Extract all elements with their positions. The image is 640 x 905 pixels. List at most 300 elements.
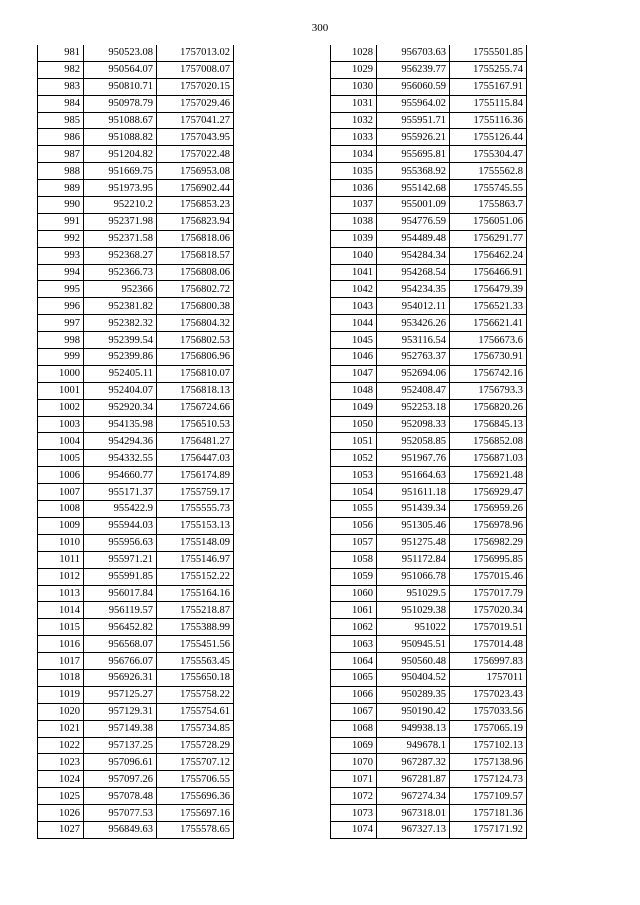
point-number-cell: 1048 xyxy=(331,382,377,399)
table-row xyxy=(38,61,234,78)
point-number-cell: 1003 xyxy=(38,416,84,433)
y-coordinate-cell: 1755578.65 xyxy=(157,821,234,838)
x-coordinate-cell: 951066.78 xyxy=(377,568,450,585)
table-row xyxy=(38,163,234,180)
point-number-cell: 1023 xyxy=(38,754,84,771)
y-coordinate-cell: 1755754.61 xyxy=(157,703,234,720)
point-number-cell: 1008 xyxy=(38,501,84,518)
x-coordinate-cell: 952381.82 xyxy=(84,298,157,315)
x-coordinate-cell: 967318.01 xyxy=(377,805,450,822)
point-number-cell: 984 xyxy=(38,95,84,112)
x-coordinate-cell: 954294.36 xyxy=(84,433,157,450)
table-row xyxy=(331,484,527,501)
point-number-cell: 1073 xyxy=(331,805,377,822)
point-number-cell: 1053 xyxy=(331,467,377,484)
table-row xyxy=(331,112,527,129)
y-coordinate-cell: 1755164.16 xyxy=(157,585,234,602)
y-coordinate-cell: 1755555.73 xyxy=(157,501,234,518)
y-coordinate-cell: 1755218.87 xyxy=(157,602,234,619)
point-number-cell: 1032 xyxy=(331,112,377,129)
table-row xyxy=(331,146,527,163)
table-row xyxy=(38,585,234,602)
point-number-cell: 1072 xyxy=(331,788,377,805)
coordinates-table-left xyxy=(37,45,234,839)
table-row xyxy=(38,551,234,568)
x-coordinate-cell: 952371.98 xyxy=(84,213,157,230)
point-number-cell: 1018 xyxy=(38,669,84,686)
x-coordinate-cell: 957097.26 xyxy=(84,771,157,788)
table-row xyxy=(38,45,234,61)
point-number-cell: 1027 xyxy=(38,821,84,838)
x-coordinate-cell: 953426.26 xyxy=(377,315,450,332)
x-coordinate-cell: 949678.1 xyxy=(377,737,450,754)
table-row xyxy=(38,669,234,686)
table-row xyxy=(331,416,527,433)
x-coordinate-cell: 955422.9 xyxy=(84,501,157,518)
y-coordinate-cell: 1755116.36 xyxy=(450,112,527,129)
x-coordinate-cell: 951022 xyxy=(377,619,450,636)
table-row xyxy=(38,467,234,484)
y-coordinate-cell: 1757013.02 xyxy=(157,45,234,61)
point-number-cell: 1062 xyxy=(331,619,377,636)
x-coordinate-cell: 956119.57 xyxy=(84,602,157,619)
point-number-cell: 1067 xyxy=(331,703,377,720)
x-coordinate-cell: 952408.47 xyxy=(377,382,450,399)
table-row xyxy=(38,281,234,298)
y-coordinate-cell: 1755388.99 xyxy=(157,619,234,636)
x-coordinate-cell: 950564.07 xyxy=(84,61,157,78)
point-number-cell: 988 xyxy=(38,163,84,180)
table-row xyxy=(331,551,527,568)
y-coordinate-cell: 1755152.22 xyxy=(157,568,234,585)
table-row xyxy=(331,568,527,585)
x-coordinate-cell: 955971.21 xyxy=(84,551,157,568)
y-coordinate-cell: 1756982.29 xyxy=(450,534,527,551)
y-coordinate-cell: 1756929.47 xyxy=(450,484,527,501)
x-coordinate-cell: 954234.35 xyxy=(377,281,450,298)
table-row xyxy=(331,805,527,822)
x-coordinate-cell: 951029.5 xyxy=(377,585,450,602)
point-number-cell: 1010 xyxy=(38,534,84,551)
y-coordinate-cell: 1755696.36 xyxy=(157,788,234,805)
y-coordinate-cell: 1755697.16 xyxy=(157,805,234,822)
y-coordinate-cell: 1755146.97 xyxy=(157,551,234,568)
y-coordinate-cell: 1755153.13 xyxy=(157,517,234,534)
x-coordinate-cell: 955926.21 xyxy=(377,129,450,146)
y-coordinate-cell: 1756810.07 xyxy=(157,365,234,382)
table-row xyxy=(331,653,527,670)
x-coordinate-cell: 955171.37 xyxy=(84,484,157,501)
x-coordinate-cell: 955368.92 xyxy=(377,163,450,180)
y-coordinate-cell: 1756479.39 xyxy=(450,281,527,298)
y-coordinate-cell: 1756742.16 xyxy=(450,365,527,382)
x-coordinate-cell: 955001.09 xyxy=(377,197,450,214)
table-row xyxy=(38,95,234,112)
point-number-cell: 1016 xyxy=(38,636,84,653)
table-row xyxy=(331,771,527,788)
table-row xyxy=(38,636,234,653)
table-row xyxy=(331,230,527,247)
table-row xyxy=(331,517,527,534)
table-row xyxy=(331,332,527,349)
table-row xyxy=(38,146,234,163)
y-coordinate-cell: 1756521.33 xyxy=(450,298,527,315)
point-number-cell: 997 xyxy=(38,315,84,332)
point-number-cell: 1020 xyxy=(38,703,84,720)
table-row xyxy=(331,821,527,838)
x-coordinate-cell: 956017.84 xyxy=(84,585,157,602)
table-row xyxy=(331,180,527,197)
table-row xyxy=(38,298,234,315)
x-coordinate-cell: 951973.95 xyxy=(84,180,157,197)
x-coordinate-cell: 952371.58 xyxy=(84,230,157,247)
point-number-cell: 1004 xyxy=(38,433,84,450)
y-coordinate-cell: 1756800.38 xyxy=(157,298,234,315)
point-number-cell: 1070 xyxy=(331,754,377,771)
point-number-cell: 1002 xyxy=(38,399,84,416)
y-coordinate-cell: 1756802.53 xyxy=(157,332,234,349)
point-number-cell: 1055 xyxy=(331,501,377,518)
y-coordinate-cell: 1755650.18 xyxy=(157,669,234,686)
x-coordinate-cell: 950945.51 xyxy=(377,636,450,653)
x-coordinate-cell: 967327.13 xyxy=(377,821,450,838)
y-coordinate-cell: 1756845.13 xyxy=(450,416,527,433)
x-coordinate-cell: 952399.86 xyxy=(84,349,157,366)
y-coordinate-cell: 1756852.08 xyxy=(450,433,527,450)
point-number-cell: 1025 xyxy=(38,788,84,805)
y-coordinate-cell: 1757043.95 xyxy=(157,129,234,146)
y-coordinate-cell: 1756802.72 xyxy=(157,281,234,298)
point-number-cell: 986 xyxy=(38,129,84,146)
table-row xyxy=(331,602,527,619)
table-row xyxy=(331,501,527,518)
table-row xyxy=(331,349,527,366)
x-coordinate-cell: 954332.55 xyxy=(84,450,157,467)
table-row xyxy=(331,45,527,61)
point-number-cell: 1009 xyxy=(38,517,84,534)
x-coordinate-cell: 956703.63 xyxy=(377,45,450,61)
point-number-cell: 992 xyxy=(38,230,84,247)
point-number-cell: 990 xyxy=(38,197,84,214)
point-number-cell: 994 xyxy=(38,264,84,281)
table-row xyxy=(38,501,234,518)
table-row xyxy=(331,247,527,264)
x-coordinate-cell: 955695.81 xyxy=(377,146,450,163)
x-coordinate-cell: 967274.34 xyxy=(377,788,450,805)
point-number-cell: 1039 xyxy=(331,230,377,247)
y-coordinate-cell: 1756724.66 xyxy=(157,399,234,416)
y-coordinate-cell: 1757008.07 xyxy=(157,61,234,78)
table-row xyxy=(331,467,527,484)
x-coordinate-cell: 952366 xyxy=(84,281,157,298)
point-number-cell: 1013 xyxy=(38,585,84,602)
point-number-cell: 1059 xyxy=(331,568,377,585)
y-coordinate-cell: 1755759.17 xyxy=(157,484,234,501)
x-coordinate-cell: 957137.25 xyxy=(84,737,157,754)
x-coordinate-cell: 956766.07 xyxy=(84,653,157,670)
x-coordinate-cell: 955956.63 xyxy=(84,534,157,551)
table-row xyxy=(38,264,234,281)
x-coordinate-cell: 950523.08 xyxy=(84,45,157,61)
y-coordinate-cell: 1756959.26 xyxy=(450,501,527,518)
x-coordinate-cell: 952399.54 xyxy=(84,332,157,349)
y-coordinate-cell: 1755707.12 xyxy=(157,754,234,771)
y-coordinate-cell: 1756466.91 xyxy=(450,264,527,281)
point-number-cell: 1011 xyxy=(38,551,84,568)
table-row xyxy=(38,365,234,382)
y-coordinate-cell: 1757020.34 xyxy=(450,602,527,619)
y-coordinate-cell: 1756510.53 xyxy=(157,416,234,433)
y-coordinate-cell: 1756995.85 xyxy=(450,551,527,568)
x-coordinate-cell: 952763.37 xyxy=(377,349,450,366)
x-coordinate-cell: 951204.82 xyxy=(84,146,157,163)
point-number-cell: 1058 xyxy=(331,551,377,568)
table-row xyxy=(331,382,527,399)
table-row xyxy=(38,129,234,146)
x-coordinate-cell: 952382.32 xyxy=(84,315,157,332)
x-coordinate-cell: 952098.33 xyxy=(377,416,450,433)
point-number-cell: 1001 xyxy=(38,382,84,399)
point-number-cell: 982 xyxy=(38,61,84,78)
table-row xyxy=(38,382,234,399)
point-number-cell: 1071 xyxy=(331,771,377,788)
y-coordinate-cell: 1757023.43 xyxy=(450,686,527,703)
x-coordinate-cell: 955964.02 xyxy=(377,95,450,112)
point-number-cell: 1052 xyxy=(331,450,377,467)
x-coordinate-cell: 952405.11 xyxy=(84,365,157,382)
point-number-cell: 998 xyxy=(38,332,84,349)
x-coordinate-cell: 954268.54 xyxy=(377,264,450,281)
table-row xyxy=(38,416,234,433)
point-number-cell: 1034 xyxy=(331,146,377,163)
y-coordinate-cell: 1756818.06 xyxy=(157,230,234,247)
y-coordinate-cell: 1755255.74 xyxy=(450,61,527,78)
x-coordinate-cell: 951305.46 xyxy=(377,517,450,534)
point-number-cell: 1007 xyxy=(38,484,84,501)
y-coordinate-cell: 1756481.27 xyxy=(157,433,234,450)
y-coordinate-cell: 1755745.55 xyxy=(450,180,527,197)
table-row xyxy=(38,754,234,771)
table-row xyxy=(331,585,527,602)
y-coordinate-cell: 1755115.84 xyxy=(450,95,527,112)
x-coordinate-cell: 956926.31 xyxy=(84,669,157,686)
y-coordinate-cell: 1755734.85 xyxy=(157,720,234,737)
y-coordinate-cell: 1755728.29 xyxy=(157,737,234,754)
x-coordinate-cell: 949938.13 xyxy=(377,720,450,737)
y-coordinate-cell: 1755304.47 xyxy=(450,146,527,163)
point-number-cell: 1006 xyxy=(38,467,84,484)
point-number-cell: 1028 xyxy=(331,45,377,61)
point-number-cell: 999 xyxy=(38,349,84,366)
table-row xyxy=(38,720,234,737)
y-coordinate-cell: 1756997.83 xyxy=(450,653,527,670)
table-row xyxy=(38,788,234,805)
x-coordinate-cell: 967287.32 xyxy=(377,754,450,771)
table-row xyxy=(331,669,527,686)
y-coordinate-cell: 1757019.51 xyxy=(450,619,527,636)
x-coordinate-cell: 952920.34 xyxy=(84,399,157,416)
y-coordinate-cell: 1757022.48 xyxy=(157,146,234,163)
x-coordinate-cell: 956239.77 xyxy=(377,61,450,78)
point-number-cell: 1043 xyxy=(331,298,377,315)
point-number-cell: 1036 xyxy=(331,180,377,197)
y-coordinate-cell: 1757109.57 xyxy=(450,788,527,805)
x-coordinate-cell: 951669.75 xyxy=(84,163,157,180)
point-number-cell: 1042 xyxy=(331,281,377,298)
y-coordinate-cell: 1755167.91 xyxy=(450,78,527,95)
point-number-cell: 1026 xyxy=(38,805,84,822)
x-coordinate-cell: 951967.76 xyxy=(377,450,450,467)
table-row xyxy=(38,737,234,754)
y-coordinate-cell: 1757014.48 xyxy=(450,636,527,653)
point-number-cell: 993 xyxy=(38,247,84,264)
table-row xyxy=(331,433,527,450)
table-row xyxy=(38,653,234,670)
x-coordinate-cell: 954284.34 xyxy=(377,247,450,264)
table-row xyxy=(38,703,234,720)
point-number-cell: 1064 xyxy=(331,653,377,670)
point-number-cell: 1068 xyxy=(331,720,377,737)
point-number-cell: 1060 xyxy=(331,585,377,602)
table-row xyxy=(38,805,234,822)
x-coordinate-cell: 956060.59 xyxy=(377,78,450,95)
table-row xyxy=(331,197,527,214)
y-coordinate-cell: 1756808.06 xyxy=(157,264,234,281)
point-number-cell: 1044 xyxy=(331,315,377,332)
point-number-cell: 1054 xyxy=(331,484,377,501)
x-coordinate-cell: 951439.34 xyxy=(377,501,450,518)
y-coordinate-cell: 1757015.46 xyxy=(450,568,527,585)
y-coordinate-cell: 1757181.36 xyxy=(450,805,527,822)
table-row xyxy=(331,703,527,720)
point-number-cell: 1040 xyxy=(331,247,377,264)
table-row xyxy=(331,636,527,653)
table-row xyxy=(331,686,527,703)
point-number-cell: 1056 xyxy=(331,517,377,534)
point-number-cell: 1047 xyxy=(331,365,377,382)
x-coordinate-cell: 950978.79 xyxy=(84,95,157,112)
table-row xyxy=(38,484,234,501)
table-row xyxy=(331,129,527,146)
y-coordinate-cell: 1756174.89 xyxy=(157,467,234,484)
x-coordinate-cell: 951275.48 xyxy=(377,534,450,551)
y-coordinate-cell: 1756621.41 xyxy=(450,315,527,332)
table-row xyxy=(38,619,234,636)
point-number-cell: 1066 xyxy=(331,686,377,703)
x-coordinate-cell: 956568.07 xyxy=(84,636,157,653)
table-row xyxy=(38,112,234,129)
y-coordinate-cell: 1757029.46 xyxy=(157,95,234,112)
table-row xyxy=(331,737,527,754)
table-row xyxy=(38,78,234,95)
x-coordinate-cell: 955142.68 xyxy=(377,180,450,197)
table-row xyxy=(331,95,527,112)
x-coordinate-cell: 950810.71 xyxy=(84,78,157,95)
point-number-cell: 1057 xyxy=(331,534,377,551)
point-number-cell: 989 xyxy=(38,180,84,197)
table-row xyxy=(331,315,527,332)
table-row xyxy=(38,771,234,788)
table-row xyxy=(331,720,527,737)
point-number-cell: 1037 xyxy=(331,197,377,214)
table-row xyxy=(38,433,234,450)
y-coordinate-cell: 1756820.26 xyxy=(450,399,527,416)
x-coordinate-cell: 954776.59 xyxy=(377,213,450,230)
point-number-cell: 1024 xyxy=(38,771,84,788)
point-number-cell: 1033 xyxy=(331,129,377,146)
x-coordinate-cell: 952210.2 xyxy=(84,197,157,214)
point-number-cell: 1063 xyxy=(331,636,377,653)
point-number-cell: 1031 xyxy=(331,95,377,112)
x-coordinate-cell: 957149.38 xyxy=(84,720,157,737)
table-row xyxy=(331,450,527,467)
y-coordinate-cell: 1755562.8 xyxy=(450,163,527,180)
table-row xyxy=(331,534,527,551)
table-row xyxy=(38,534,234,551)
y-coordinate-cell: 1757041.27 xyxy=(157,112,234,129)
table-row xyxy=(38,686,234,703)
point-number-cell: 987 xyxy=(38,146,84,163)
y-coordinate-cell: 1756902.44 xyxy=(157,180,234,197)
table-row xyxy=(331,754,527,771)
x-coordinate-cell: 954660.77 xyxy=(84,467,157,484)
x-coordinate-cell: 951029.38 xyxy=(377,602,450,619)
x-coordinate-cell: 950560.48 xyxy=(377,653,450,670)
x-coordinate-cell: 955991.85 xyxy=(84,568,157,585)
y-coordinate-cell: 1756804.32 xyxy=(157,315,234,332)
x-coordinate-cell: 952404.07 xyxy=(84,382,157,399)
x-coordinate-cell: 952253.18 xyxy=(377,399,450,416)
table-row xyxy=(331,399,527,416)
table-row xyxy=(331,213,527,230)
y-coordinate-cell: 1757011 xyxy=(450,669,527,686)
y-coordinate-cell: 1755126.44 xyxy=(450,129,527,146)
y-coordinate-cell: 1757102.13 xyxy=(450,737,527,754)
point-number-cell: 1065 xyxy=(331,669,377,686)
y-coordinate-cell: 1755563.45 xyxy=(157,653,234,670)
y-coordinate-cell: 1756823.94 xyxy=(157,213,234,230)
point-number-cell: 1022 xyxy=(38,737,84,754)
point-number-cell: 1005 xyxy=(38,450,84,467)
y-coordinate-cell: 1756978.96 xyxy=(450,517,527,534)
point-number-cell: 1015 xyxy=(38,619,84,636)
point-number-cell: 1051 xyxy=(331,433,377,450)
point-number-cell: 1000 xyxy=(38,365,84,382)
table-row xyxy=(38,399,234,416)
x-coordinate-cell: 956849.63 xyxy=(84,821,157,838)
x-coordinate-cell: 955951.71 xyxy=(377,112,450,129)
y-coordinate-cell: 1756953.08 xyxy=(157,163,234,180)
x-coordinate-cell: 957096.61 xyxy=(84,754,157,771)
table-row xyxy=(38,213,234,230)
y-coordinate-cell: 1757138.96 xyxy=(450,754,527,771)
y-coordinate-cell: 1757124.73 xyxy=(450,771,527,788)
table-row xyxy=(38,517,234,534)
x-coordinate-cell: 954135.98 xyxy=(84,416,157,433)
y-coordinate-cell: 1757033.56 xyxy=(450,703,527,720)
x-coordinate-cell: 954489.48 xyxy=(377,230,450,247)
table-row xyxy=(38,197,234,214)
y-coordinate-cell: 1756818.13 xyxy=(157,382,234,399)
x-coordinate-cell: 957125.27 xyxy=(84,686,157,703)
table-row xyxy=(38,230,234,247)
point-number-cell: 1046 xyxy=(331,349,377,366)
point-number-cell: 995 xyxy=(38,281,84,298)
y-coordinate-cell: 1756730.91 xyxy=(450,349,527,366)
point-number-cell: 1069 xyxy=(331,737,377,754)
y-coordinate-cell: 1756921.48 xyxy=(450,467,527,484)
point-number-cell: 996 xyxy=(38,298,84,315)
